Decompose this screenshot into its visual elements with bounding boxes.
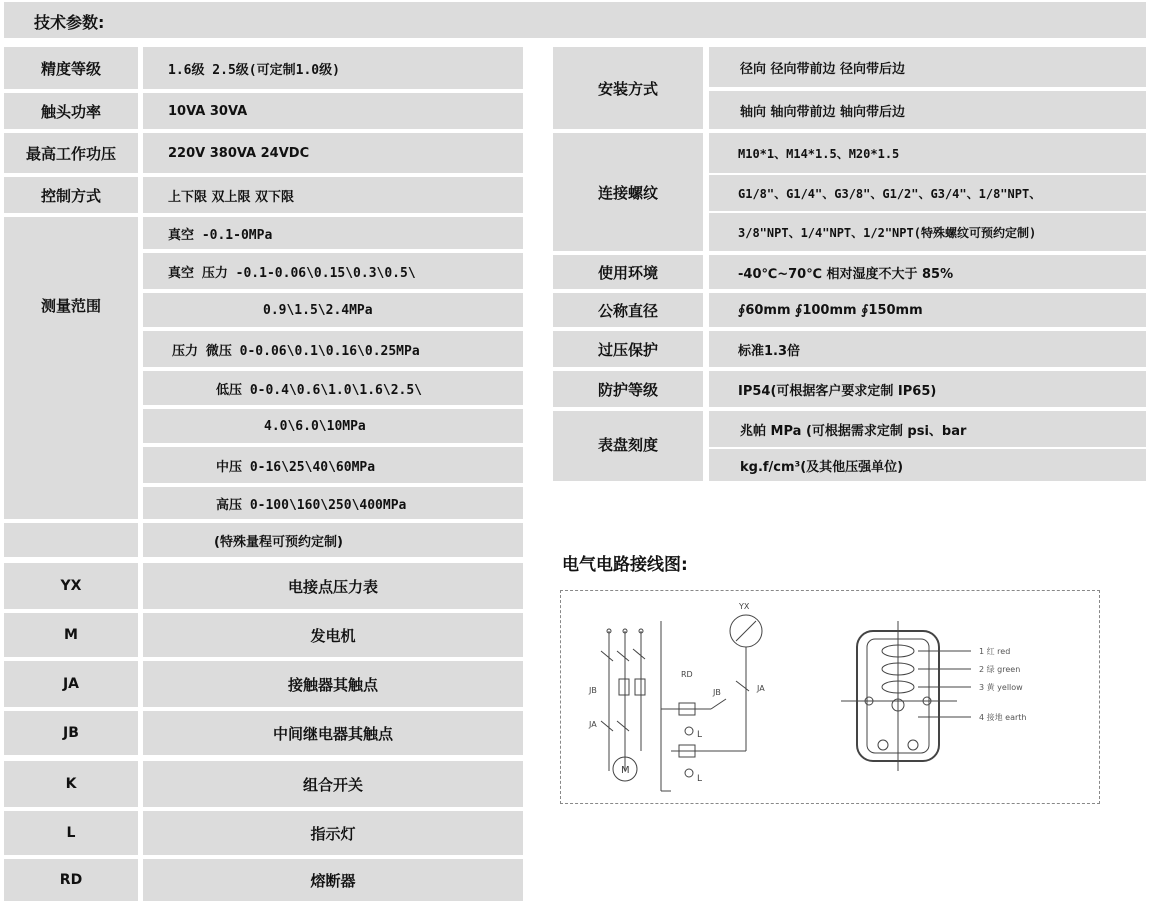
legend-name: 发电机 [310,626,356,645]
param-label-control-mode: 控制方式 [40,186,101,205]
param-value-contact-power: 10VA 30VA [168,103,248,119]
legend-name: 中间继电器其触点 [272,724,393,743]
lamp-label: L [697,730,703,740]
legend-name: 指示灯 [310,824,356,843]
legend-name: 组合开关 [302,775,363,794]
legend-symbol: YX [60,578,82,594]
param-label-max-voltage: 最高工作功压 [25,144,116,163]
legend-symbol: RD [59,872,83,888]
rd-label: RD [681,670,693,679]
param-label-dial: 表盘刻度 [597,435,658,454]
param-label-install: 安装方式 [597,79,658,98]
legend-name: 熔断器 [310,871,356,890]
wiring-title: 电气电路接线图: [562,555,688,575]
param-value-thread: G1/8"、G1/4"、G3/8"、G1/2"、G3/4"、1/8"NPT、 [738,186,1042,201]
param-label-protection: 防护等级 [597,380,658,399]
legend-name: 电接点压力表 [287,577,378,596]
param-value-thread: 3/8"NPT、1/4"NPT、1/2"NPT(特殊螺纹可预约定制) [738,225,1037,240]
param-label-environment: 使用环境 [597,263,658,282]
param-value-environment: -40℃~70℃ 相对湿度不大于 85% [738,266,954,282]
param-value-dial: kg.f/cm³(及其他压强单位) [740,459,904,475]
param-value-install: 轴向 轴向带前边 轴向带后边 [740,104,906,120]
range-line: 中压 0-16\25\40\60MPa [216,459,376,475]
legend-name: 接触器其触点 [287,675,378,694]
jb-label: JB [713,688,721,697]
range-line: 真空 压力 -0.1-0.06\0.15\0.3\0.5\ [168,265,416,281]
jb-label-2: JB [589,686,597,695]
ja-label-2: JA [589,720,597,729]
terminal-4-label: 4 接地 earth [979,713,1027,722]
range-line: 0.9\1.5\2.4MPa [263,302,373,318]
terminal-1-label: 1 红 red [979,647,1011,656]
legend-symbol: K [65,776,77,792]
param-label-accuracy: 精度等级 [40,59,101,78]
param-label-diameter: 公称直径 [597,301,658,320]
section-title: 技术参数: [34,13,105,32]
lamp-label-2: L [697,774,703,784]
param-value-diameter: ∮60mm ∮100mm ∮150mm [738,302,923,318]
range-line: 4.0\6.0\10MPa [264,418,366,434]
range-line: 低压 0-0.4\0.6\1.0\1.6\2.5\ [216,382,423,398]
terminal-2-label: 2 绿 green [979,665,1021,674]
param-label-thread: 连接螺纹 [597,183,658,202]
motor-label: M [621,765,630,776]
range-line: 真空 -0.1-0MPa [168,227,273,243]
legend-symbol: L [66,825,76,841]
param-value-install: 径向 径向带前边 径向带后边 [740,61,906,77]
yx-label: YX [739,602,750,611]
param-value-accuracy: 1.6级 2.5级(可定制1.0级) [168,62,340,78]
param-value-dial: 兆帕 MPa (可根据需求定制 psi、bar [740,423,967,439]
param-value-control-mode: 上下限 双上限 双下限 [168,189,295,205]
param-label-overpressure: 过压保护 [597,340,658,359]
legend-symbol: JA [62,676,80,692]
legend-symbol: M [64,627,78,643]
wiring-diagram [560,590,1100,804]
param-value-protection: IP54(可根据客户要求定制 IP65) [738,383,937,399]
range-line: 高压 0-100\160\250\400MPa [216,497,407,513]
range-line: 压力 微压 0-0.06\0.1\0.16\0.25MPa [172,343,420,359]
range-note: (特殊量程可预约定制) [214,534,343,550]
param-value-max-voltage: 220V 380VA 24VDC [168,145,310,161]
section-header [4,2,1146,38]
wiring-diagram-svg [561,591,1099,803]
param-value-overpressure: 标准1.3倍 [738,343,801,359]
ja-label: JA [757,684,765,693]
terminal-3-label: 3 黄 yellow [979,683,1023,692]
legend-symbol: JB [63,725,79,741]
param-value-thread: M10*1、M14*1.5、M20*1.5 [738,146,900,161]
param-label-measure-range: 测量范围 [40,296,101,315]
table-cell [4,523,138,557]
param-label-contact-power: 触头功率 [40,102,101,121]
